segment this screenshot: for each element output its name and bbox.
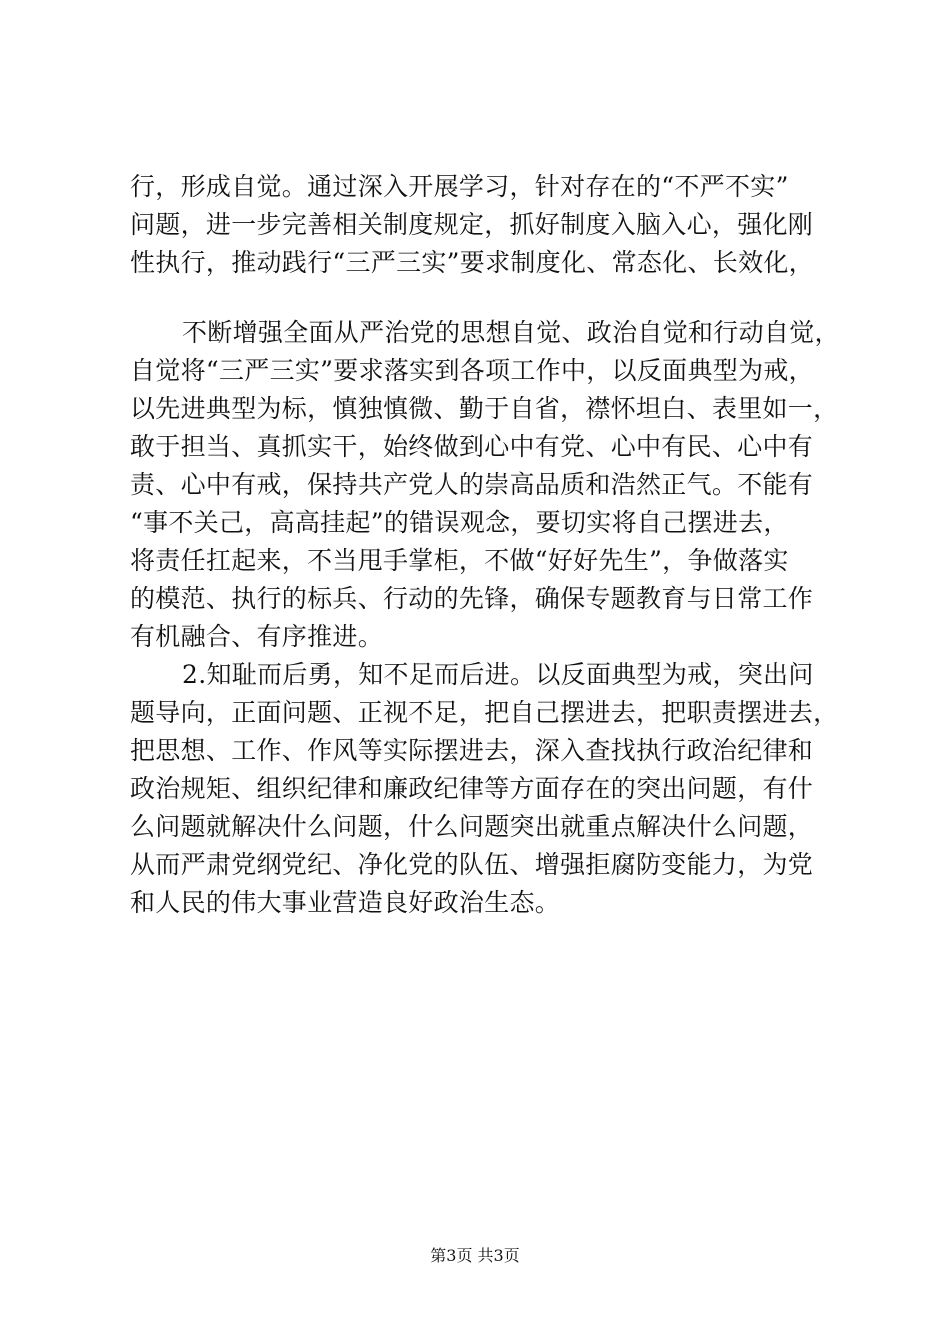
- document-body: [130, 168, 840, 922]
- paragraph-point-2: [130, 656, 839, 922]
- text-line: 责、心中有戒，保持共产党人的崇高品质和浩然正气。不能有: [130, 470, 814, 499]
- text-line: 题导向，正面问题、正视不足，把自己摆进去，把职责摆进去，: [130, 698, 839, 727]
- text-line: 将责任扛起来，不当甩手掌柜，不做“好好先生”，争做落实: [130, 546, 789, 575]
- page-number-footer: 第3页 共3页: [430, 1246, 520, 1265]
- text-line: 问题，进一步完善相关制度规定，抓好制度入脑入心，强化刚: [130, 210, 814, 239]
- text-line: 有机融合、有序推进。: [130, 622, 384, 651]
- text-line: 把思想、工作、作风等实际摆进去，深入查找执行政治纪律和: [130, 736, 814, 765]
- text-line: 自觉将“三严三实”要求落实到各项工作中，以反面典型为戒，: [130, 356, 814, 385]
- text-line: 么问题就解决什么问题，什么问题突出就重点解决什么问题，: [130, 812, 814, 841]
- text-line: 性执行，推动践行“三严三实”要求制度化、常态化、长效化，: [130, 248, 814, 277]
- text-line: 不断增强全面从严治党的思想自觉、政治自觉和行动自觉，: [182, 318, 840, 347]
- text-line: 的模范、执行的标兵、行动的先锋，确保专题教育与日常工作: [130, 584, 814, 613]
- text-line: 以先进典型为标，慎独慎微、勤于自省，襟怀坦白、表里如一，: [130, 394, 839, 423]
- text-line: 政治规矩、组织纪律和廉政纪律等方面存在的突出问题，有什: [130, 774, 814, 803]
- paragraph-gap: [130, 282, 830, 314]
- text-line: 2.知耻而后勇，知不足而后进。以反面典型为戒，突出问: [182, 660, 814, 689]
- text-line: 敢于担当、真抓实干，始终做到心中有党、心中有民、心中有: [130, 432, 814, 461]
- text-line: 和人民的伟大事业营造良好政治生态。: [130, 888, 561, 917]
- text-line: 行，形成自觉。通过深入开展学习，针对存在的“不严不实”: [130, 172, 789, 201]
- text-line: 从而严肃党纲党纪、净化党的队伍、增强拒腐防变能力，为党: [130, 850, 814, 879]
- text-line: “事不关己，高高挂起”的错误观念，要切实将自己摆进去，: [130, 508, 789, 537]
- paragraph-continuation: [130, 168, 830, 282]
- paragraph-self-discipline: [130, 314, 840, 656]
